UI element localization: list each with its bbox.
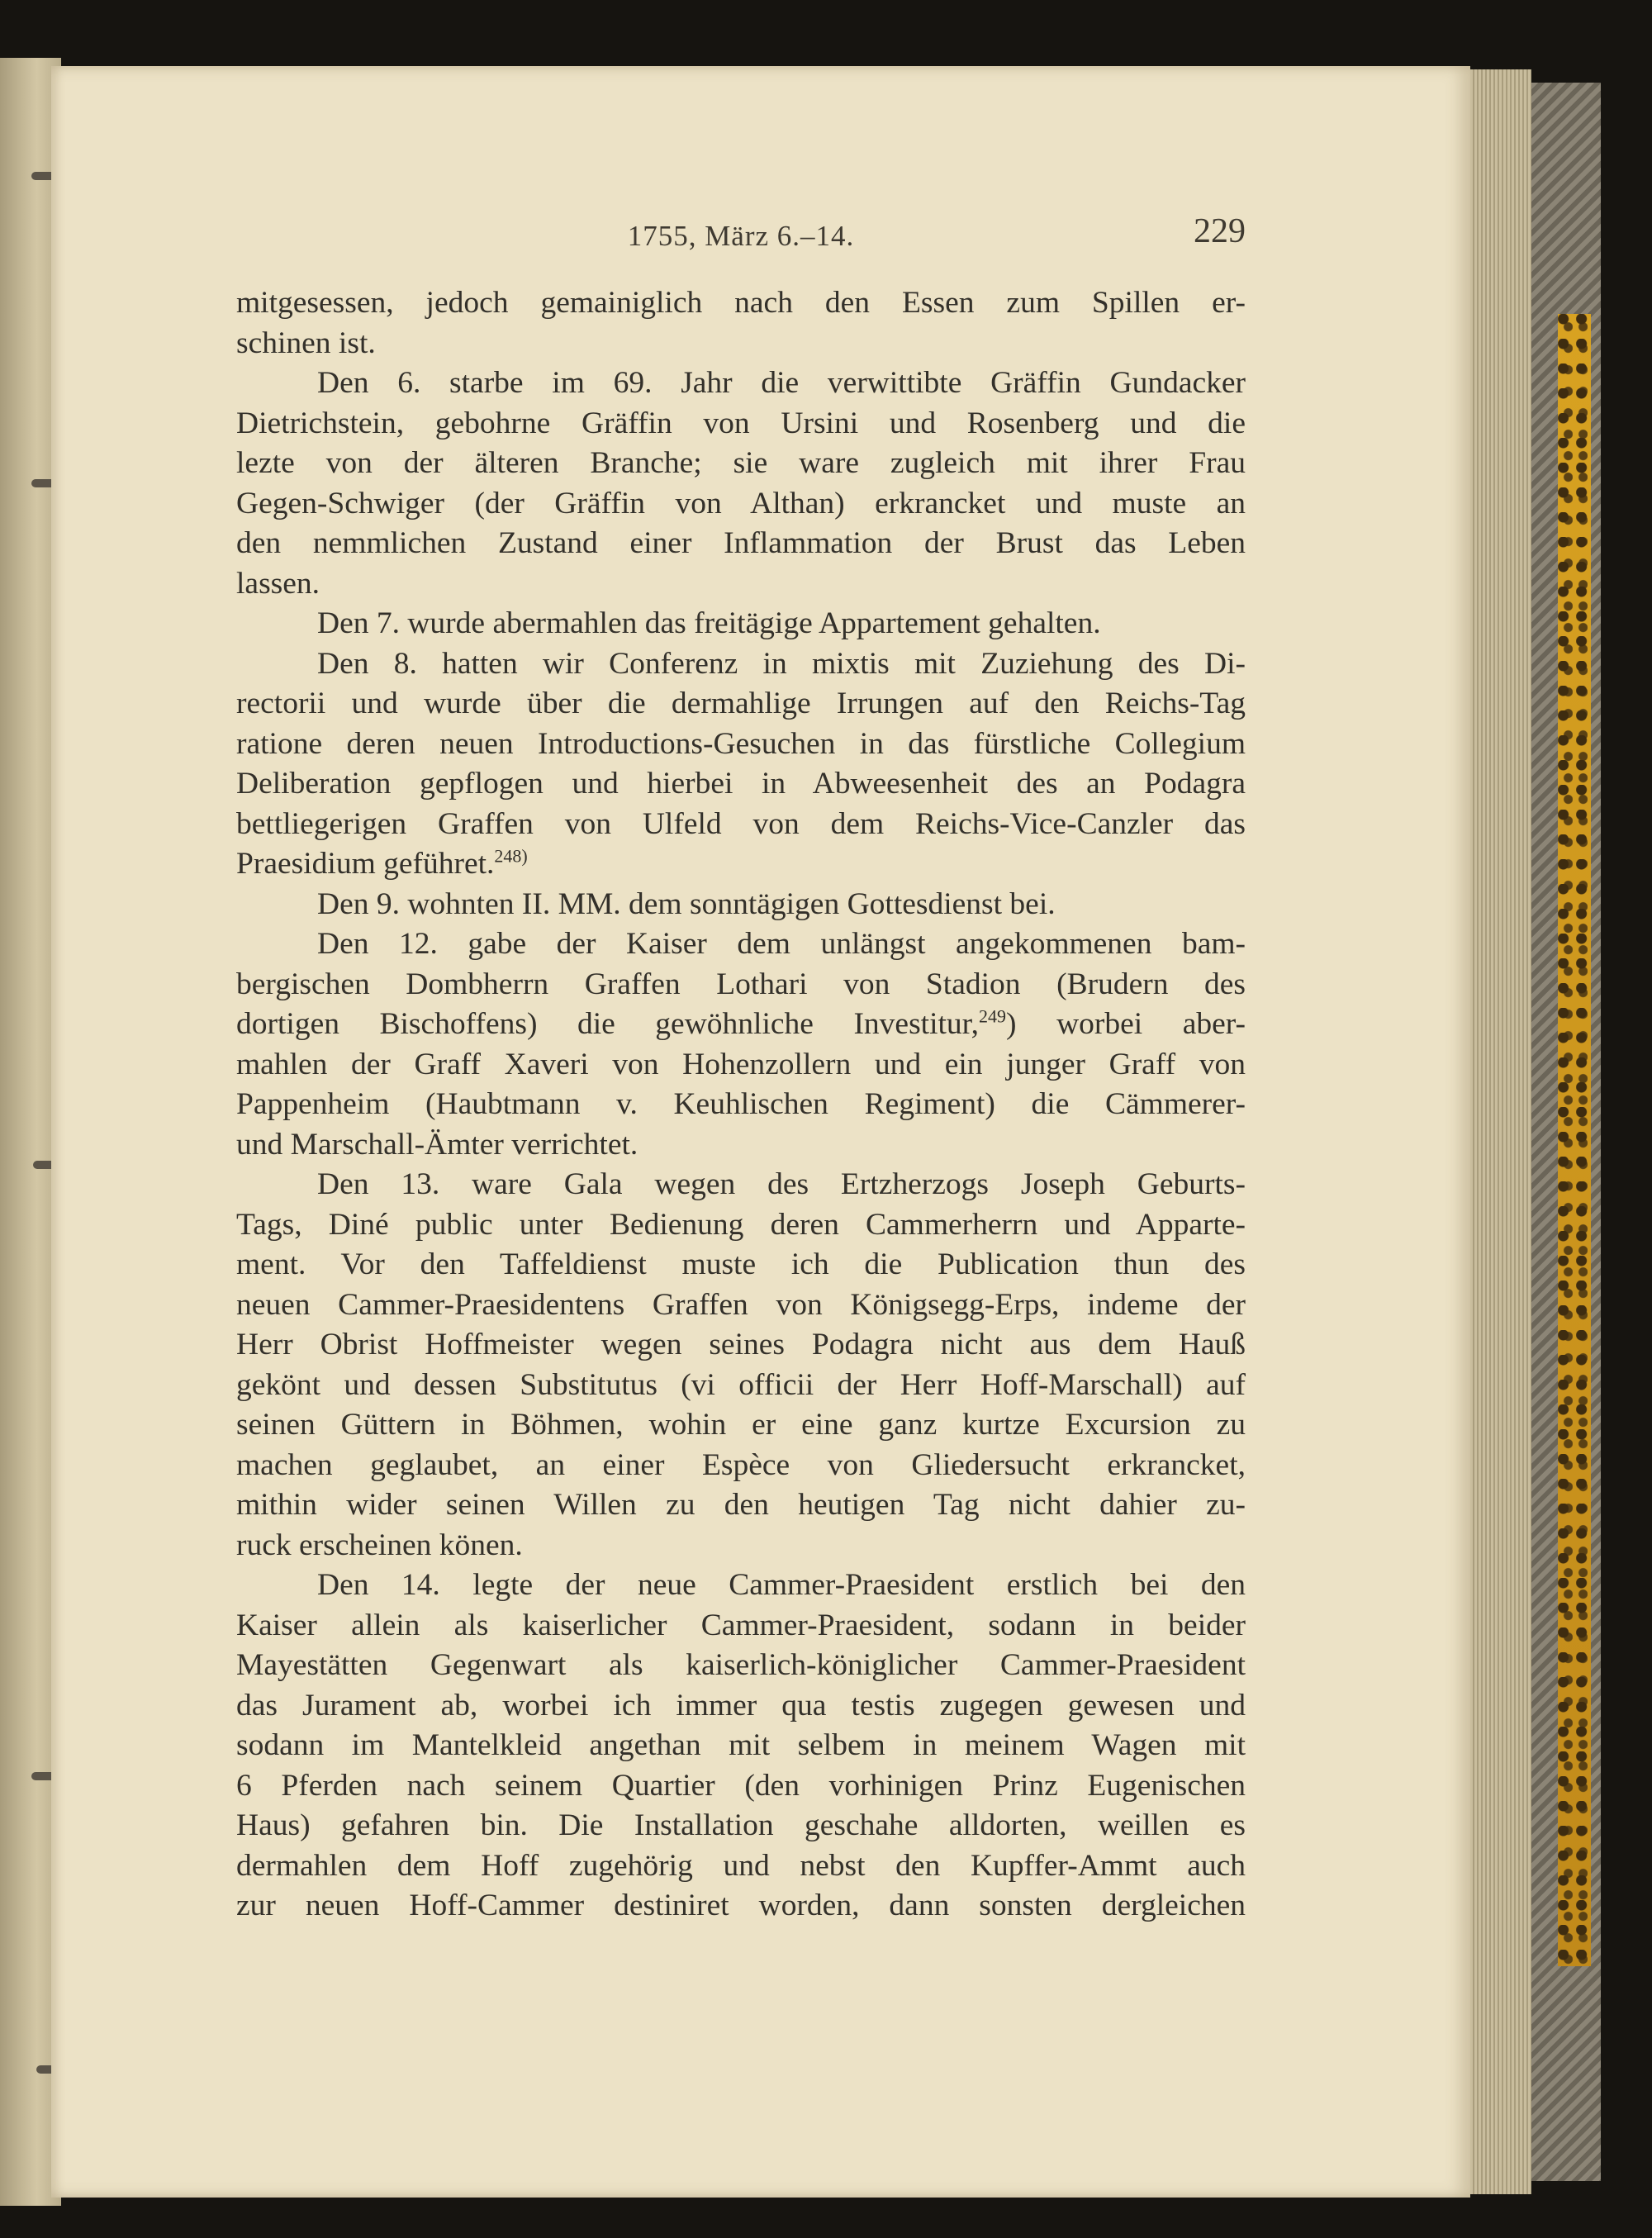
text-line: Haus) gefahren bin. Die Installation geschahe alldorten, weillen es bbox=[236, 1808, 1246, 1842]
text-line: rectorii und wurde über die dermahlige Irrungen auf den Reichs-Tag bbox=[236, 687, 1246, 720]
text-line: Den 7. wurde abermahlen das freitägige Appartement gehalten. bbox=[317, 606, 1101, 640]
text-line: machen geglaubet, an einer Espèce von Gliedersucht erkrancket, bbox=[236, 1447, 1246, 1482]
text-line: gekönt und dessen Substitutus (vi officii der Herr Hoff-Marschall) auf bbox=[236, 1367, 1246, 1402]
text-line: Den 12. gabe der Kaiser dem unlängst angekommenen bam- bbox=[317, 927, 1246, 961]
text-fragment: dortigen Bischoffens) die gewöhnliche Investitur, bbox=[236, 1007, 980, 1041]
text-line: Den 6. starbe im 69. Jahr die verwittibte Gräffin Gundacker bbox=[317, 366, 1246, 400]
text-line: lassen. bbox=[236, 566, 320, 601]
text-fragment: worbei aber- bbox=[1056, 1007, 1246, 1041]
text-line: ment. Vor den Taffeldienst muste ich die Publication thun des bbox=[236, 1247, 1246, 1281]
text-line: Deliberation gepflogen und hierbei in Abweesenheit des an Podagra bbox=[236, 767, 1246, 801]
text-line: und Marschall-Ämter verrichtet. bbox=[236, 1127, 638, 1162]
text-line: Den 8. hatten wir Conferenz in mixtis mit Zuziehung des Di- bbox=[317, 646, 1246, 681]
footnote-ref-paren: ) bbox=[1006, 1007, 1017, 1041]
text-line: Gegen-Schwiger (der Gräffin von Althan) erkrancket und muste an bbox=[236, 486, 1246, 520]
text-line: mitgesessen, jedoch gemainiglich nach den Essen zum Spillen er- bbox=[236, 286, 1246, 320]
text-line: dermahlen dem Hoff zugehörig und nebst den Kupffer-Ammt auch bbox=[236, 1848, 1246, 1883]
text-line: bettliegerigen Graffen von Ulfeld von dem Reichs-Vice-Canzler das bbox=[236, 806, 1246, 841]
page-block-edge bbox=[1470, 69, 1531, 2194]
text-line: Dietrichstein, gebohrne Gräffin von Ursini und Rosenberg und die bbox=[236, 406, 1246, 440]
text-line: Den 13. ware Gala wegen des Ertzherzogs Joseph Geburts- bbox=[317, 1167, 1246, 1201]
page-number: 229 bbox=[1194, 212, 1246, 250]
text-line: 6 Pferden nach seinem Quartier (den vorhinigen Prinz Eugenischen bbox=[236, 1768, 1246, 1803]
text-line: Herr Obrist Hoffmeister wegen seines Podagra nicht aus dem Hauß bbox=[236, 1328, 1246, 1361]
text-line: ratione deren neuen Introductions-Gesuchen in das fürstliche Collegium bbox=[236, 726, 1246, 761]
text-line: mahlen der Graff Xaveri von Hohenzollern und ein junger Graff von bbox=[236, 1047, 1246, 1081]
text-line: das Jurament ab, worbei ich immer qua testis zugegen gewesen und bbox=[236, 1688, 1246, 1722]
text-line: Pappenheim (Haubtmann v. Keuhlischen Regiment) die Cämmerer- bbox=[236, 1087, 1246, 1121]
text-line: sodann im Mantelkleid angethan mit selbem in meinem Wagen mit bbox=[236, 1728, 1246, 1762]
text-line: seinen Güttern in Böhmen, wohin er eine ganz kurtze Excursion zu bbox=[236, 1408, 1246, 1442]
text-line: Mayestätten Gegenwart als kaiserlich-königlicher Cammer-Praesident bbox=[236, 1648, 1246, 1682]
footnote-ref-249: 249 bbox=[979, 1005, 1007, 1027]
text-line: bergischen Dombherrn Graffen Lothari von Stadion (Brudern des bbox=[236, 967, 1246, 1001]
text-line: den nemmlichen Zustand einer Inflammation der Brust das Leben bbox=[236, 526, 1246, 560]
text-line: mithin wider seinen Willen zu den heutigen Tag nicht dahier zu- bbox=[236, 1488, 1246, 1522]
marbled-cover-paper bbox=[1558, 314, 1591, 1966]
footnote-ref-248: 248) bbox=[494, 845, 528, 867]
running-head: 1755, März 6.–14. bbox=[627, 220, 855, 252]
text-line: ruck erscheinen könen. bbox=[236, 1528, 523, 1562]
text-line: Den 9. wohnten II. MM. dem sonntägigen Gottesdienst bei. bbox=[317, 886, 1056, 921]
text-fragment: Praesidium geführet. bbox=[236, 847, 495, 881]
text-line: schinen ist. bbox=[236, 325, 376, 360]
text-line: zur neuen Hoff-Cammer destiniret worden, dann sonsten dergleichen bbox=[236, 1889, 1246, 1922]
text-line bbox=[236, 844, 1246, 885]
text-line: Tags, Diné public unter Bedienung deren Cammerherrn und Apparte- bbox=[236, 1207, 1246, 1242]
page-header bbox=[236, 211, 1246, 259]
text-line bbox=[236, 1005, 1246, 1045]
text-line: Den 14. legte der neue Cammer-Praesident erstlich bei den bbox=[317, 1568, 1246, 1602]
body-text bbox=[236, 283, 1246, 1927]
text-line: lezte von der älteren Branche; sie ware zugleich mit ihrer Frau bbox=[236, 446, 1246, 480]
text-line: neuen Cammer-Praesidentens Graffen von Königsegg-Erps, indeme der bbox=[236, 1287, 1246, 1322]
text-line: Kaiser allein als kaiserlicher Cammer-Praesident, sodann in beider bbox=[236, 1608, 1246, 1642]
